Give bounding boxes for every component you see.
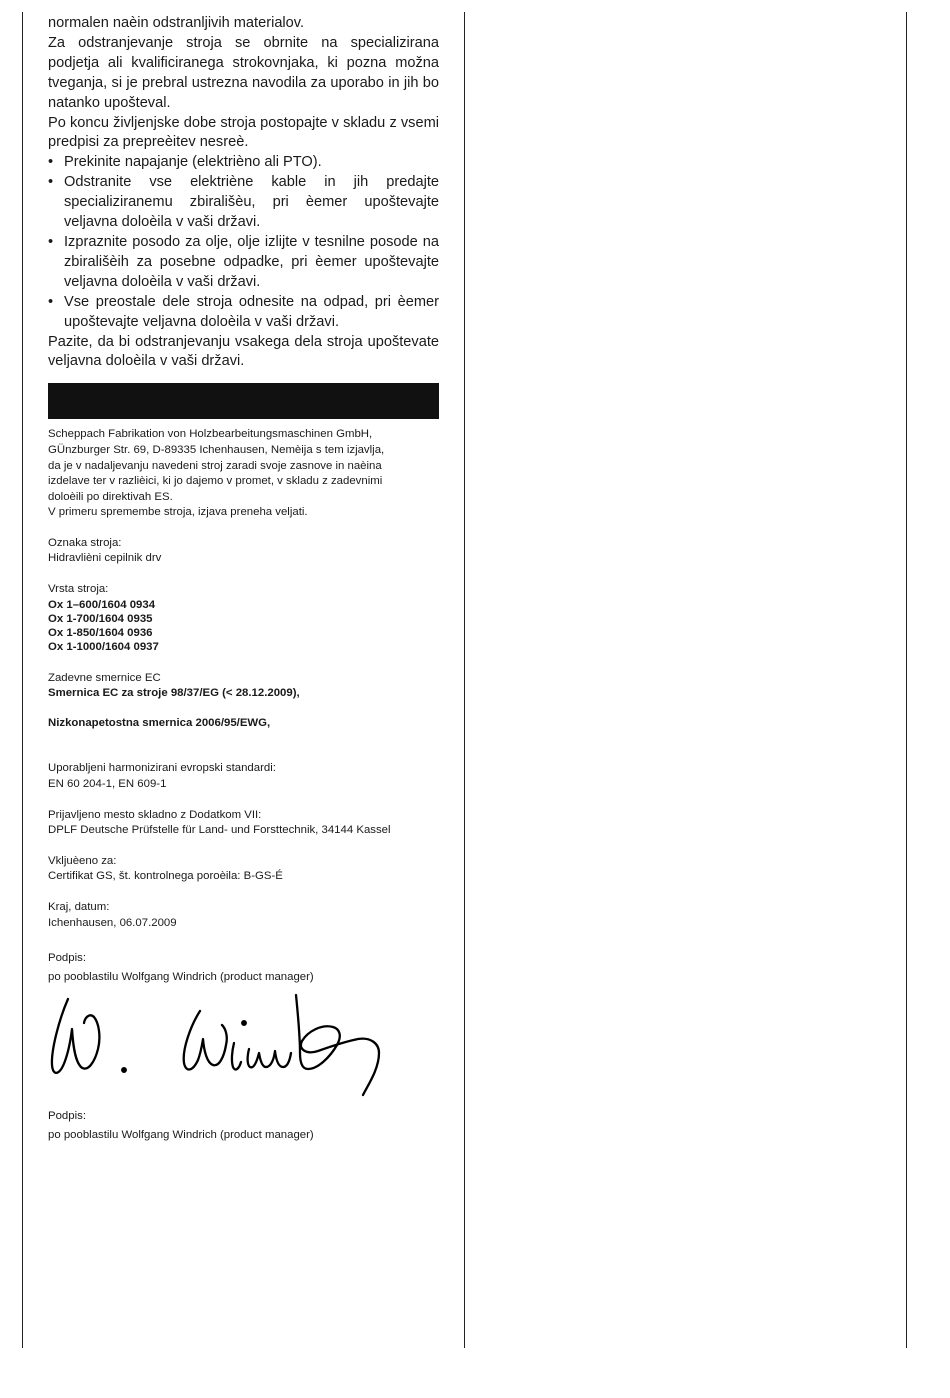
signature-block-bottom [48,1109,439,1143]
disposal-section [48,14,439,372]
directive-machines: Smernica EC za stroje 98/37/EG (< 28.12.2009), [48,687,300,700]
machine-type-item: Ox 1-1000/1604 0937 [48,640,159,653]
handwritten-signature [48,987,439,1101]
section-header-bar [48,383,439,419]
notified-body-block [48,808,439,839]
signature-label: Podpis: [48,952,86,965]
list-item [48,173,439,233]
declaration-intro-line: da je v nadaljevanju navedeni stroj zaradi svoje zasnove in naèina [48,459,382,472]
machine-type-item: Ox 1-700/1604 0935 [48,612,153,625]
machine-type-label: Vrsta stroja: [48,583,109,596]
included-block [48,854,439,885]
left-column [48,14,439,1144]
right-margin-rule [906,12,907,1348]
disposal-steps-list [48,153,439,332]
bullet-icon: • [48,174,54,191]
list-item-text: Vse preostale dele stroja odnesite na odpad, pri èemer upoštevajte veljavna doloèila v vaši državi. [64,293,439,330]
list-item-text: Odstranite vse elektriène kable in jih predajte specializiranemu zbirališèu, pri èemer upoštevajte veljavna doloèila v vaši državi. [64,174,439,231]
notified-body-value: DPLF Deutsche Prüfstelle für Land- und Forsttechnik, 34144 Kassel [48,824,391,837]
place-date-label: Kraj, datum: [48,901,110,913]
bullet-icon: • [48,293,54,310]
list-item [48,293,439,333]
disposal-closing-paragraph: Pazite, da bi odstranjevanju vsakega dela stroja upoštevate veljavna doloèila v vaši državi. [48,333,439,370]
machine-type-item: Ox 1–600/1604 0934 [48,598,156,611]
place-date-value: Ichenhausen, 06.07.2009 [48,916,177,929]
signature-authority: po pooblastilu Wolfgang Windrich (product manager) [48,970,314,983]
included-value: Certifikat GS, št. kontrolnega poroèila: B-GS-É [48,870,283,883]
signature-drawing [48,987,428,1101]
standards-block [48,761,439,792]
declaration-intro-line: doloèili po direktivah ES. [48,490,173,503]
standards-label: Uporabljeni harmonizirani evropski standardi: [48,762,276,775]
signature-authority: po pooblastilu Wolfgang Windrich (product manager) [48,1128,314,1141]
column-divider-rule [464,12,465,1348]
machine-designation-value: Hidravlièni cepilnik drv [48,552,162,565]
notified-body-label: Prijavljeno mesto skladno z Dodatkom VII: [48,808,262,821]
signature-block-top [48,951,439,985]
place-date-block [48,900,439,931]
declaration-intro-line: V primeru spremembe stroja, izjava preneha veljati. [48,506,308,519]
machine-designation-label: Oznaka stroja: [48,536,122,549]
machine-type-block [48,582,439,654]
directive-low-voltage: Nizkonapetostna smernica 2006/95/EWG, [48,716,271,729]
machine-designation-block [48,536,439,567]
list-item-text: Prekinite napajanje (elektrièno ali PTO). [64,154,322,171]
disposal-paragraph: Za odstranjevanje stroja se obrnite na specializirana podjetja ali kvalificiranega strokovnjaka, ki pozna možna tveganja, si je prebral ustrezna navodila za uporabo in jih bo natanko upošteval. [48,34,439,111]
ec-declaration [48,427,439,1143]
declaration-intro-line: izdelave ter v razlièici, ki jo dajemo v promet, v skladu z zadevnimi [48,475,383,488]
left-margin-rule [22,12,23,1348]
included-label: Vkljuèeno za: [48,854,117,867]
standards-value: EN 60 204-1, EN 609-1 [48,778,167,791]
declaration-intro-line: Scheppach Fabrikation von Holzbearbeitungsmaschinen GmbH, [48,428,373,441]
directives-block [48,671,439,732]
disposal-paragraph: normalen naèin odstranljivih materialov. [48,15,305,31]
list-item [48,233,439,293]
bullet-icon: • [48,233,54,250]
declaration-intro-line: GÜnzburger Str. 69, D-89335 Ichenhausen, Nemèija s tem izjavlja, [48,443,385,456]
list-item [48,153,439,173]
declaration-intro [48,427,439,521]
disposal-paragraph: Po koncu življenjske dobe stroja postopajte v skladu z vsemi predpisi za prepreèitev nesreè. [48,114,439,151]
machine-type-item: Ox 1-850/1604 0936 [48,626,153,639]
directives-label: Zadevne smernice EC [48,671,161,684]
list-item-text: Izpraznite posodo za olje, olje izlijte v tesnilne posode na zbirališèih za posebne odpadke, pri èemer upoštevajte veljavna doloèila v vaši državi. [64,233,439,290]
bullet-icon: • [48,154,54,171]
signature-label: Podpis: [48,1110,86,1123]
